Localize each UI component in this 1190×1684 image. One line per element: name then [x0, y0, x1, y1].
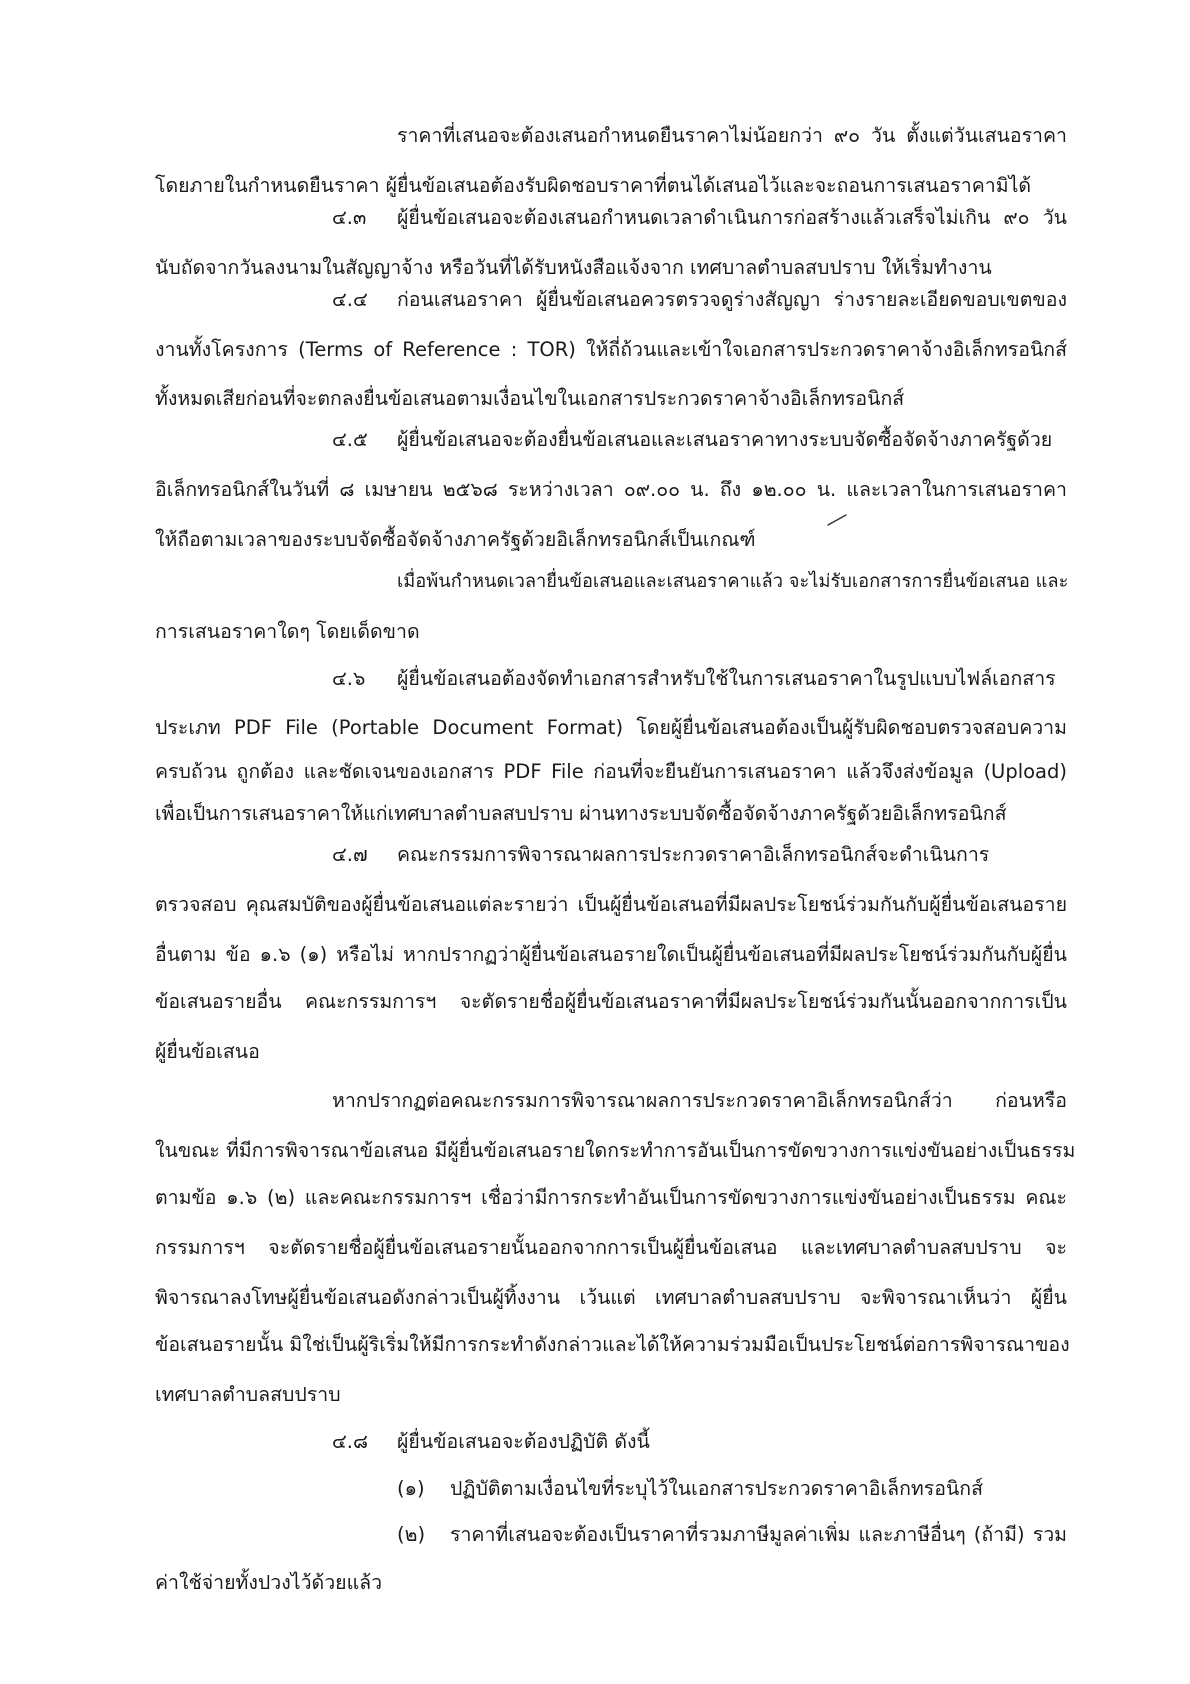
list-item-text-continuation: ค่าใช้จ่ายทั้งปวงไว้ด้วยแล้ว	[155, 1571, 383, 1594]
list-item-number: (๒)	[397, 1523, 426, 1546]
section-number: ๔.๔	[332, 288, 368, 311]
paragraph-line: การเสนอราคาใดๆ โดยเด็ดขาด	[155, 620, 420, 643]
section-number: ๔.๘	[332, 1430, 369, 1453]
section-number: ๔.๖	[332, 667, 366, 690]
paragraph-line: ประเภท PDF File (Portable Document Format) โดยผู้ยื่นข้อเสนอต้องเป็นผู้รับผิดชอบตรวจสอบความ	[155, 716, 1067, 739]
paragraph-line: ตามข้อ ๑.๖ (๒) และคณะกรรมการฯ เชื่อว่ามีการกระทำอันเป็นการขัดขวางการแข่งขันอย่างเป็นธรรม คณะ	[155, 1186, 1067, 1209]
paragraph-line: ในขณะ ที่มีการพิจารณาข้อเสนอ มีผู้ยื่นข้อเสนอรายใดกระทำการอันเป็นการขัดขวางการแข่งขันอย่างเป็นธรรม	[155, 1139, 1076, 1162]
section-number: ๔.๕	[332, 428, 368, 451]
paragraph-line: ราคาที่เสนอจะต้องเสนอกำหนดยืนราคาไม่น้อยกว่า ๙๐ วัน ตั้งแต่วันเสนอราคา	[397, 124, 1067, 147]
section-heading: ผู้ยื่นข้อเสนอจะต้องปฏิบัติ ดังนี้	[397, 1430, 650, 1453]
paragraph-line: ทั้งหมดเสียก่อนที่จะตกลงยื่นข้อเสนอตามเงื่อนไขในเอกสารประกวดราคาจ้างอิเล็กทรอนิกส์	[155, 387, 905, 410]
paragraph-line: โดยภายในกำหนดยืนราคา ผู้ยื่นข้อเสนอต้องรับผิดชอบราคาที่ตนได้เสนอไว้และจะถอนการเสนอราคามิได้	[155, 174, 1032, 197]
paragraph-line: ผู้ยื่นข้อเสนอ	[155, 1040, 260, 1063]
paragraph-line: ข้อเสนอรายอื่น คณะกรรมการฯ จะตัดรายชื่อผู้ยื่นข้อเสนอราคาที่มีผลประโยชน์ร่วมกันนั้นออกจากการเป็น	[155, 990, 1067, 1013]
paragraph-line: อื่นตาม ข้อ ๑.๖ (๑) หรือไม่ หากปรากฏว่าผู้ยื่นข้อเสนอรายใดเป็นผู้ยื่นข้อเสนอที่มีผลประโยชน์ร่วมกันกับผู้ยื่น	[155, 943, 1067, 966]
paragraph-line: เพื่อเป็นการเสนอราคาให้แก่เทศบาลตำบลสบปราบ ผ่านทางระบบจัดซื้อจัดจ้างภาครัฐด้วยอิเล็กทรอนิกส์	[155, 802, 1007, 825]
paragraph-line: เมื่อพ้นกำหนดเวลายื่นข้อเสนอและเสนอราคาแล้ว จะไม่รับเอกสารการยื่นข้อเสนอ และ	[397, 571, 1069, 592]
paragraph-line: คณะกรรมการพิจารณาผลการประกวดราคาอิเล็กทรอนิกส์จะดำเนินการ	[397, 843, 990, 866]
paragraph-line: กรรมการฯ จะตัดรายชื่อผู้ยื่นข้อเสนอรายนั้นออกจากการเป็นผู้ยื่นข้อเสนอ และเทศบาลตำบลสบปราบ จะ	[155, 1236, 1067, 1259]
section-number: ๔.๗	[332, 843, 368, 866]
list-item-text: ราคาที่เสนอจะต้องเป็นราคาที่รวมภาษีมูลค่าเพิ่ม และภาษีอื่นๆ (ถ้ามี) รวม	[450, 1523, 1067, 1546]
paragraph-line: นับถัดจากวันลงนามในสัญญาจ้าง หรือวันที่ได้รับหนังสือแจ้งจาก เทศบาลตำบลสบปราบ ให้เริ่มทำงาน	[155, 256, 992, 279]
section-number: ๔.๓	[332, 206, 367, 229]
paragraph-line: ผู้ยื่นข้อเสนอจะต้องยื่นข้อเสนอและเสนอราคาทางระบบจัดซื้อจัดจ้างภาครัฐด้วย	[397, 428, 1053, 451]
paragraph-line: เทศบาลตำบลสบปราบ	[155, 1383, 341, 1406]
paragraph-line: ผู้ยื่นข้อเสนอจะต้องเสนอกำหนดเวลาดำเนินการก่อสร้างแล้วเสร็จไม่เกิน ๙๐ วัน	[397, 206, 1067, 229]
paragraph-line: อิเล็กทรอนิกส์ในวันที่ ๘ เมษายน ๒๕๖๘ ระหว่างเวลา ๐๙.๐๐ น. ถึง ๑๒.๐๐ น. และเวลาในการเสนอราคา	[155, 478, 1067, 501]
list-item-text: ปฏิบัติตามเงื่อนไขที่ระบุไว้ในเอกสารประกวดราคาอิเล็กทรอนิกส์	[450, 1477, 984, 1500]
paragraph-line: ข้อเสนอรายนั้น มิใช่เป็นผู้ริเริ่มให้มีการกระทำดังกล่าวและได้ให้ความร่วมมือเป็นประโยชน์ต่อการพิจารณาของ	[155, 1333, 1070, 1356]
paragraph-line: ตรวจสอบ คุณสมบัติของผู้ยื่นข้อเสนอแต่ละรายว่า เป็นผู้ยื่นข้อเสนอที่มีผลประโยชน์ร่วมกันกับผู้ยื่นข้อเสนอราย	[155, 893, 1067, 916]
list-item-number: (๑)	[397, 1477, 425, 1500]
paragraph-line: ให้ถือตามเวลาของระบบจัดซื้อจัดจ้างภาครัฐด้วยอิเล็กทรอนิกส์เป็นเกณฑ์	[155, 528, 756, 551]
paragraph-line: พิจารณาลงโทษผู้ยื่นข้อเสนอดังกล่าวเป็นผู้ทิ้งงาน เว้นแต่ เทศบาลตำบลสบปราบ จะพิจารณาเห็นว่า ผู้ยื่น	[155, 1286, 1067, 1309]
paragraph-line: หากปรากฏต่อคณะกรรมการพิจารณาผลการประกวดราคาอิเล็กทรอนิกส์ว่า ก่อนหรือ	[332, 1089, 1067, 1112]
paragraph-line: ก่อนเสนอราคา ผู้ยื่นข้อเสนอควรตรวจดูร่างสัญญา ร่างรายละเอียดขอบเขตของ	[397, 288, 1067, 311]
paragraph-line: งานทั้งโครงการ (Terms of Reference : TOR) ให้ถี่ถ้วนและเข้าใจเอกสารประกวดราคาจ้างอิเล็กทรอนิกส์	[155, 338, 1067, 361]
paragraph-line: ผู้ยื่นข้อเสนอต้องจัดทำเอกสารสำหรับใช้ในการเสนอราคาในรูปแบบไฟล์เอกสาร	[397, 667, 1056, 690]
paragraph-line: ครบถ้วน ถูกต้อง และชัดเจนของเอกสาร PDF File ก่อนที่จะยืนยันการเสนอราคา แล้วจึงส่งข้อมูล (Upload)	[155, 760, 1067, 783]
pen-stroke-mark	[826, 513, 848, 527]
